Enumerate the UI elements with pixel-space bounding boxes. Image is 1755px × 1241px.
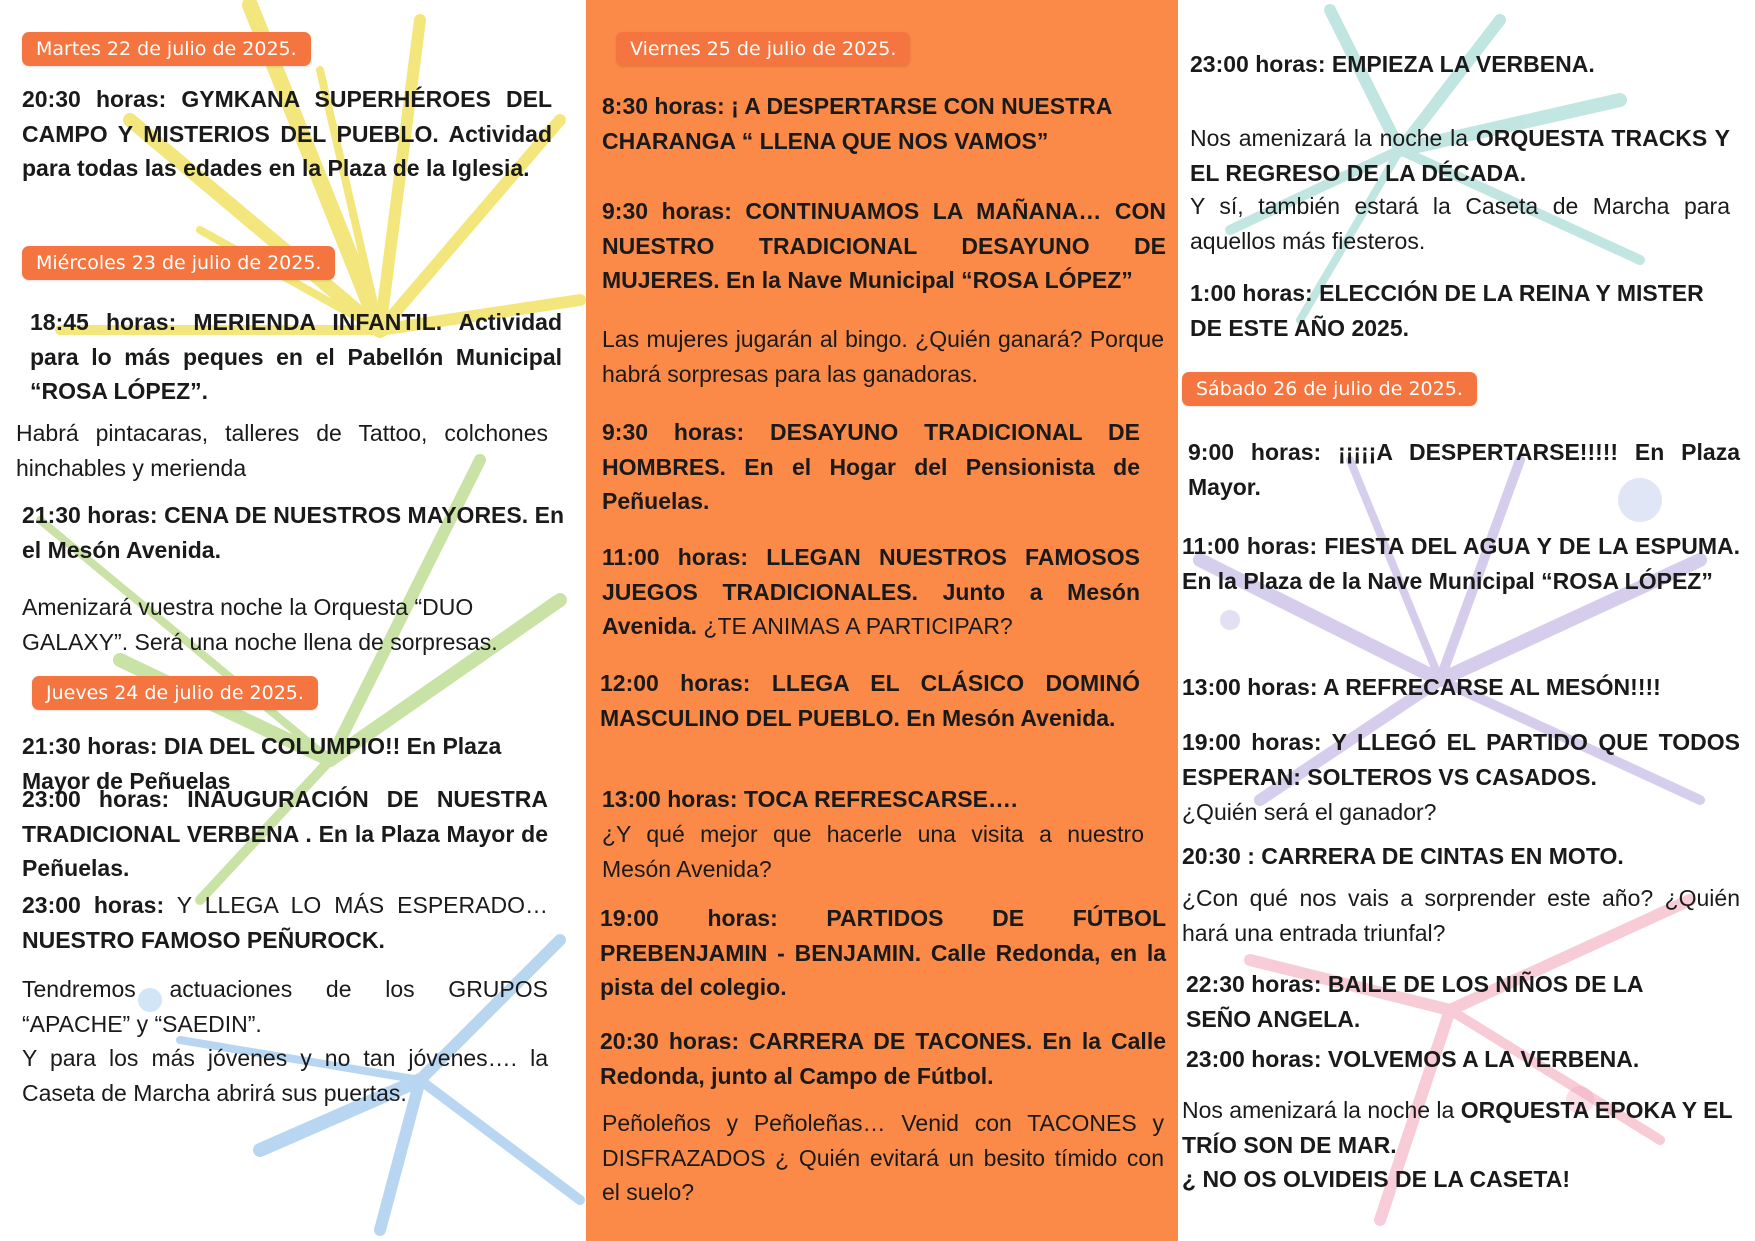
juegos-question: ¿TE ANIMAS A PARTICIPAR? bbox=[703, 613, 1013, 639]
orquesta-tracks-intro: Nos amenizará la noche la bbox=[1190, 125, 1469, 151]
merienda-description: Habrá pintacaras, talleres de Tattoo, colchones hinchables y merienda bbox=[16, 420, 548, 481]
penurock-intro: Y LLEGA LO MÁS ESPERADO… bbox=[176, 892, 548, 918]
event-penurock bbox=[22, 888, 548, 957]
date-tag-friday: Viernes 25 de julio de 2025. bbox=[616, 32, 910, 66]
event-eleccion-reina: 1:00 horas: ELECCIÓN DE LA REINA Y MISTER DE ESTE AÑO 2025. bbox=[1190, 280, 1704, 341]
cena-description: Amenizará vuestra noche la Orquesta “DUO GALAXY”. Será una noche llena de sorpresas. bbox=[22, 594, 498, 655]
event-desayuno-mujeres: 9:30 horas: CONTINUAMOS LA MAÑANA… CON NUESTRO TRADICIONAL DESAYUNO DE MUJERES. En la Nave Municipal “ROSA LÓPEZ” bbox=[602, 198, 1166, 293]
event-juegos-tradicionales bbox=[602, 540, 1140, 644]
date-tag-thursday: Jueves 24 de julio de 2025. bbox=[32, 676, 318, 710]
partido-question: ¿Quién será el ganador? bbox=[1182, 799, 1437, 825]
middle-column bbox=[586, 0, 1178, 1241]
orquesta-tracks-name: ORQUESTA TRACKS Y EL REGRESO DE LA DÉCADA. bbox=[1190, 125, 1730, 186]
orquesta-epoka-text bbox=[1182, 1093, 1740, 1162]
orquesta-tracks-text bbox=[1190, 121, 1730, 190]
penurock-time: 23:00 horas: bbox=[22, 892, 165, 918]
event-carrera-cintas: 20:30 : CARRERA DE CINTAS EN MOTO. bbox=[1182, 843, 1624, 869]
penurock-caseta: Y para los más jóvenes y no tan jóvenes…. la Caseta de Marcha abrirá sus puertas. bbox=[22, 1045, 548, 1106]
event-refrescarse: 13:00 horas: TOCA REFRESCARSE…. bbox=[602, 786, 1018, 812]
date-tag-saturday: Sábado 26 de julio de 2025. bbox=[1182, 372, 1477, 406]
refrescarse-description: ¿Y qué mejor que hacerle una visita a nuestro Mesón Avenida? bbox=[602, 821, 1144, 882]
orquesta-epoka-name: ORQUESTA EPOKA Y EL TRÍO SON DE MAR. bbox=[1182, 1097, 1733, 1158]
penurock-title: NUESTRO FAMOSO PEÑUROCK. bbox=[22, 926, 385, 953]
event-empieza-verbena: 23:00 horas: EMPIEZA LA VERBENA. bbox=[1190, 51, 1595, 77]
event-volvemos-verbena: 23:00 horas: VOLVEMOS A LA VERBENA. bbox=[1186, 1046, 1640, 1072]
event-solteros-casados: 19:00 horas: Y LLEGÓ EL PARTIDO QUE TODOS ESPERAN: SOLTEROS VS CASADOS. bbox=[1182, 729, 1740, 790]
tacones-description: Peñoleños y Peñoleñas… Venid con TACONES y DISFRAZADOS ¿ Quién evitará un besito tímido con el suelo? bbox=[602, 1110, 1164, 1205]
left-column bbox=[0, 0, 586, 1241]
event-cena-mayores: 21:30 horas: CENA DE NUESTROS MAYORES. En el Mesón Avenida. bbox=[22, 502, 564, 563]
event-partidos-futbol: 19:00 horas: PARTIDOS DE FÚTBOL PREBENJAMIN - BENJAMIN. Calle Redonda, en la pista del colegio. bbox=[600, 905, 1166, 1000]
right-column bbox=[1178, 0, 1755, 1241]
cintas-description: ¿Con qué nos vais a sorprender este año? ¿Quién hará una entrada triunfal? bbox=[1182, 885, 1740, 946]
penurock-groups: Tendremos actuaciones de los GRUPOS “APACHE” y “SAEDIN”. bbox=[22, 976, 548, 1037]
orquesta-epoka-intro: Nos amenizará la noche la bbox=[1182, 1097, 1455, 1123]
juegos-title: 11:00 horas: LLEGAN NUESTROS FAMOSOS JUEGOS TRADICIONALES. Junto a Mesón Avenida. bbox=[602, 544, 1140, 639]
event-refrescarse-meson: 13:00 horas: A REFRECARSE AL MESÓN!!!! bbox=[1182, 674, 1661, 700]
date-tag-tuesday: Martes 22 de julio de 2025. bbox=[22, 32, 311, 66]
caseta-marcha-text: Y sí, también estará la Caseta de Marcha para aquellos más fiesteros. bbox=[1190, 193, 1730, 254]
olvideis-caseta: ¿ NO OS OLVIDEIS DE LA CASETA! bbox=[1182, 1166, 1571, 1192]
event-carrera-tacones: 20:30 horas: CARRERA DE TACONES. En la Calle Redonda, junto al Campo de Fútbol. bbox=[600, 1028, 1166, 1089]
event-desayuno-hombres: 9:30 horas: DESAYUNO TRADICIONAL DE HOMBRES. En el Hogar del Pensionista de Peñuelas. bbox=[602, 419, 1140, 514]
event-merienda-infantil: 18:45 horas: MERIENDA INFANTIL. Actividad para lo más peques en el Pabellón Municipal “ROSA LÓPEZ”. bbox=[30, 309, 562, 404]
event-domino: 12:00 horas: LLEGA EL CLÁSICO DOMINÓ MASCULINO DEL PUEBLO. En Mesón Avenida. bbox=[600, 670, 1140, 731]
desayuno-mujeres-description: Las mujeres jugarán al bingo. ¿Quién ganará? Porque habrá sorpresas para las ganadoras. bbox=[602, 326, 1164, 387]
event-inauguracion-verbena: 23:00 horas: INAUGURACIÓN DE NUESTRA TRADICIONAL VERBENA . En la Plaza Mayor de Peñuelas. bbox=[22, 786, 548, 881]
event-fiesta-agua: 11:00 horas: FIESTA DEL AGUA Y DE LA ESPUMA. En la Plaza de la Nave Municipal “ROSA LÓPEZ” bbox=[1182, 533, 1740, 594]
penurock-description bbox=[22, 972, 548, 1110]
event-dia-columpio: 21:30 horas: DIA DEL COLUMPIO!! En Plaza Mayor de Peñuelas bbox=[22, 733, 502, 794]
date-tag-wednesday: Miércoles 23 de julio de 2025. bbox=[22, 246, 335, 280]
event-charanga: 8:30 horas: ¡ A DESPERTARSE CON NUESTRA CHARANGA “ LLENA QUE NOS VAMOS” bbox=[602, 93, 1112, 154]
event-gymkana: 20:30 horas: GYMKANA SUPERHÉROES DEL CAMPO Y MISTERIOS DEL PUEBLO. Actividad para todas las edades en la Plaza de la Iglesia. bbox=[22, 86, 552, 181]
event-despertarse-sabado: 9:00 horas: ¡¡¡¡¡A DESPERTARSE!!!!! En Plaza Mayor. bbox=[1188, 439, 1740, 500]
event-baile-ninos: 22:30 horas: BAILE DE LOS NIÑOS DE LA SEÑO ANGELA. bbox=[1186, 971, 1643, 1032]
